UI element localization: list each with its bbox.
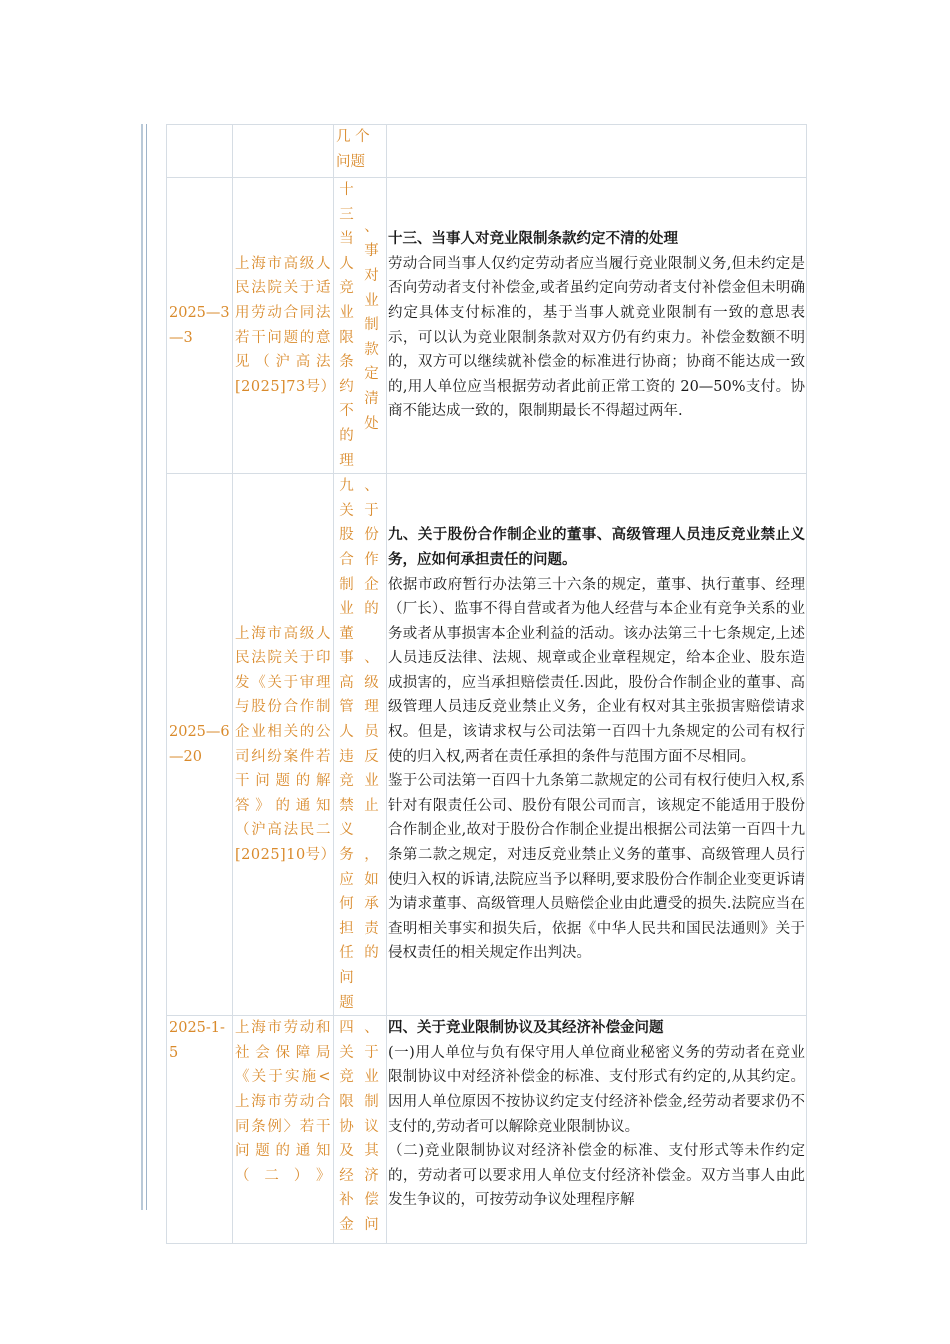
title-column-a: 九 关 股 合 制 业 董 事 高 管 人 违 竞 禁 义 务 应 何 担 任 问题 xyxy=(339,478,354,1011)
content-cell xyxy=(387,125,807,178)
content-cell xyxy=(387,474,807,1016)
title-cell xyxy=(334,1016,387,1244)
content-body: (一)用人单位与负有保守用人单位商业秘密义务的劳动者在竞业限制协议中对经济补偿金的标准、支付形式有约定的,从其约定。因用人单位原因不按协议约定支付经济补偿金,经劳动者要求仍不支付的,劳动者可以解除竞业限制协议。 （二)竞业限制协议对经济补偿金的标准、支付形式等未作约定的，劳动者可以要求用人单位支付经济补偿金。双方当事人由此发生争议的，可按劳动争议处理程序解 xyxy=(388,1044,805,1209)
title-column-b: 、 于 业 制 议 其 济 偿 问 xyxy=(364,1020,379,1233)
date-text: 2025—6 —20 xyxy=(169,724,230,765)
title-text: 几 个 问题 xyxy=(336,129,370,170)
left-margin-line xyxy=(146,124,147,1210)
regulation-table xyxy=(166,124,807,1244)
content-cell xyxy=(387,178,807,474)
content-heading: 十三、当事人对竞业限制条款约定不清的处理 xyxy=(388,230,678,248)
date-cell xyxy=(167,178,233,474)
title-column-b: 、 事 对 业 制 款 定 清 处 xyxy=(364,218,379,432)
table-row xyxy=(167,125,807,178)
title-cell xyxy=(334,125,387,178)
document-cell xyxy=(233,178,334,474)
date-text: 2025-1- 5 xyxy=(169,1020,225,1061)
title-column-a: 四 关 竞 限 协 及 经 补 金 xyxy=(339,1020,354,1233)
date-text: 2025—3 —3 xyxy=(169,304,230,346)
title-cell xyxy=(334,178,387,474)
document-text: 上海市劳动和社会保障局《关于实施<上海市劳动合同条例〉若干问题的通知（二）》 xyxy=(235,1020,331,1184)
content-heading: 九、关于股份合作制企业的董事、高级管理人员违反竞业禁止义务，应如何承担责任的问题。 xyxy=(388,526,805,568)
content-body: 劳动合同当事人仅约定劳动者应当履行竞业限制义务,但未约定是否向劳动者支付补偿金,或者虽约定向劳动者支付补偿金但未明确约定具体支付标准的，基于当事人就竞业限制有一致的意思表示，可以认为竞业限制条款对双方仍有约束力。补偿金数额不明的，双方可以继续就补偿金的标准进行协商；协商不能达成一致的,用人单位应当根据劳动者此前正常工资的 20—50%支付。协商不能达成一致的，限制期最长不得超过两年. xyxy=(388,255,805,420)
content-heading: 四、关于竞业限制协议及其经济补偿金问题 xyxy=(388,1019,664,1037)
document-text: 上海市高级人民法院关于印发《关于审理与股份合作制企业相关的公司纠纷案件若干问题的解答》的通知（沪高法民二[2025]10号） xyxy=(235,625,336,864)
title-column-a: 十 三 当 人 竞 业 限 条 约 不 的 理 xyxy=(339,182,354,469)
title-column-b: 、 于 份 作 企 的 、 级 理 员 反 业 止 ， 如 承 责 的 xyxy=(364,478,379,962)
document-cell xyxy=(233,125,334,178)
table-row xyxy=(167,474,807,1016)
date-cell xyxy=(167,474,233,1016)
table-row xyxy=(167,178,807,474)
date-cell xyxy=(167,1016,233,1244)
document-cell xyxy=(233,474,334,1016)
content-body: 依据市政府暂行办法第三十六条的规定，董事、执行董事、经理（厂长）、监事不得自营或者为他人经营与本企业有竞争关系的业务或者从事损害本企业利益的活动。该办法第三十七条规定,上述人员违反法律、法规、规章或企业章程规定，给本企业、股东造成损害的，应当承担赔偿责任.因此，股份合作制企业的董事、高级管理人员违反竞业禁止义务，企业有权对其主张损害赔偿请求权。但是，该请求权与公司法第一百四十九条规定的公司有权行使的归入权,两者在责任承担的条件与范围方面不尽相同。 鉴于公司法第一百四十九条第二款规定的公司有权行使归入权,系针对有限责任公司、股份有限公司而言，该规定不能适用于股份合作制企业,故对于股份合作制企业提出根据公司法第一百四十九条第二款之规定，对违反竞业禁止义务的董事、高级管理人员行使归入权的诉请,法院应当予以释明,要求股份合作制企业变更诉请为请求董事、高级管理人员赔偿企业由此遭受的损失.法院应当在查明相关事实和损失后，依据《中华人民共和国民法通则》关于侵权责任的相关规定作出判决。 xyxy=(388,576,805,962)
left-margin-bar xyxy=(141,124,143,1210)
document-cell xyxy=(233,1016,334,1244)
content-cell xyxy=(387,1016,807,1244)
date-cell xyxy=(167,125,233,178)
title-cell xyxy=(334,474,387,1016)
document-text: 上海市高级人民法院关于适用劳动合同法若干问题的意见（沪高法[2025]73号） xyxy=(235,255,336,395)
table-row xyxy=(167,1016,807,1244)
